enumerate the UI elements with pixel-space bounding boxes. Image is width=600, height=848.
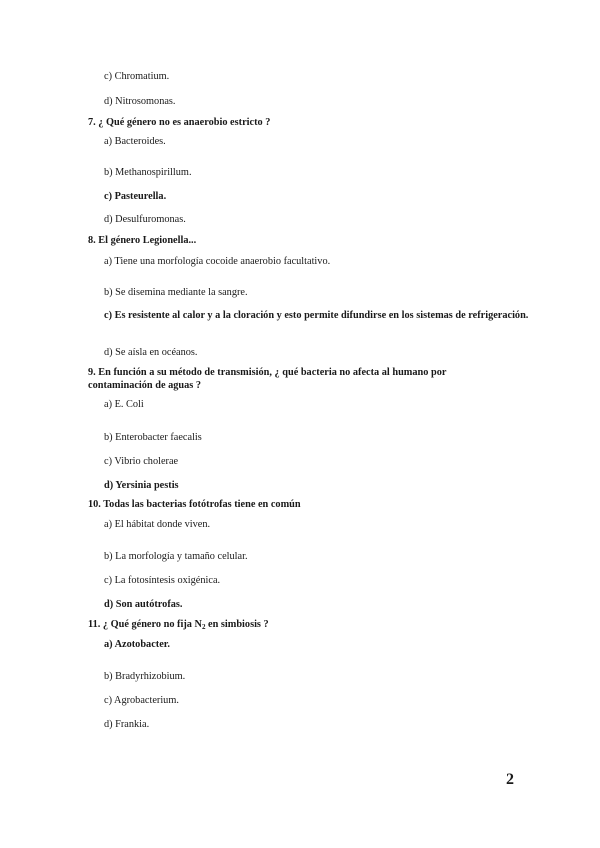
q11-option-a-correct: a) Azotobacter. xyxy=(104,639,170,650)
q10-option-b: b) La morfología y tamaño celular. xyxy=(104,551,248,562)
q8-option-a: a) Tiene una morfología cocoide anaerobio facultativo. xyxy=(104,256,331,267)
q8-option-d: d) Se aísla en océanos. xyxy=(104,347,198,358)
q11-option-c: c) Agrobacterium. xyxy=(104,695,179,706)
q7-option-b: b) Methanospirillum. xyxy=(104,167,192,178)
q11-option-d: d) Frankia. xyxy=(104,719,150,730)
page-number: 2 xyxy=(506,771,514,788)
question-11-title: 11. ¿ Qué género no fija $N_2$ en simbiosis ? xyxy=(88,619,269,631)
q9-option-c: c) Vibrio cholerae xyxy=(104,456,179,467)
question-9-title: 9. En función a su método de transmisión, ¿ qué bacteria no afecta al humano por contaminación de aguas ? xyxy=(88,367,447,391)
q8-option-b: b) Se disemina mediante la sangre. xyxy=(104,287,248,298)
q10-option-d-correct: d) Son autótrofas. xyxy=(104,599,183,610)
q7-option-a: a) Bacteroides. xyxy=(104,136,166,147)
q9-option-b: b) Enterobacter faecalis xyxy=(104,432,202,443)
q9-option-a: a) E. Coli xyxy=(104,399,144,410)
question-10-title: 10. Todas las bacterias fotótrofas tiene en común xyxy=(88,499,301,510)
question-7-title: 7. ¿ Qué género no es anaerobio estricto ? xyxy=(88,117,271,128)
q10-option-a: a) El hábitat donde viven. xyxy=(104,519,211,530)
q11-option-b: b) Bradyrhizobium. xyxy=(104,671,186,682)
q7-option-d: d) Desulfuromonas. xyxy=(104,214,186,225)
q10-option-c: c) La fotosíntesis oxigénica. xyxy=(104,575,221,586)
q7-option-c-correct: c) Pasteurella. xyxy=(104,191,167,202)
q9-option-d-correct: d) Yersinia pestis xyxy=(104,480,179,491)
q8-option-c-correct: c) Es resistente al calor y a la cloración y esto permite difundirse en los sistemas de refrigeración. xyxy=(104,310,529,321)
option-d: d) Nitrosomonas. xyxy=(104,96,176,107)
question-8-title: 8. El género Legionella... xyxy=(88,235,197,246)
option-c: c) Chromatium. xyxy=(104,71,170,82)
